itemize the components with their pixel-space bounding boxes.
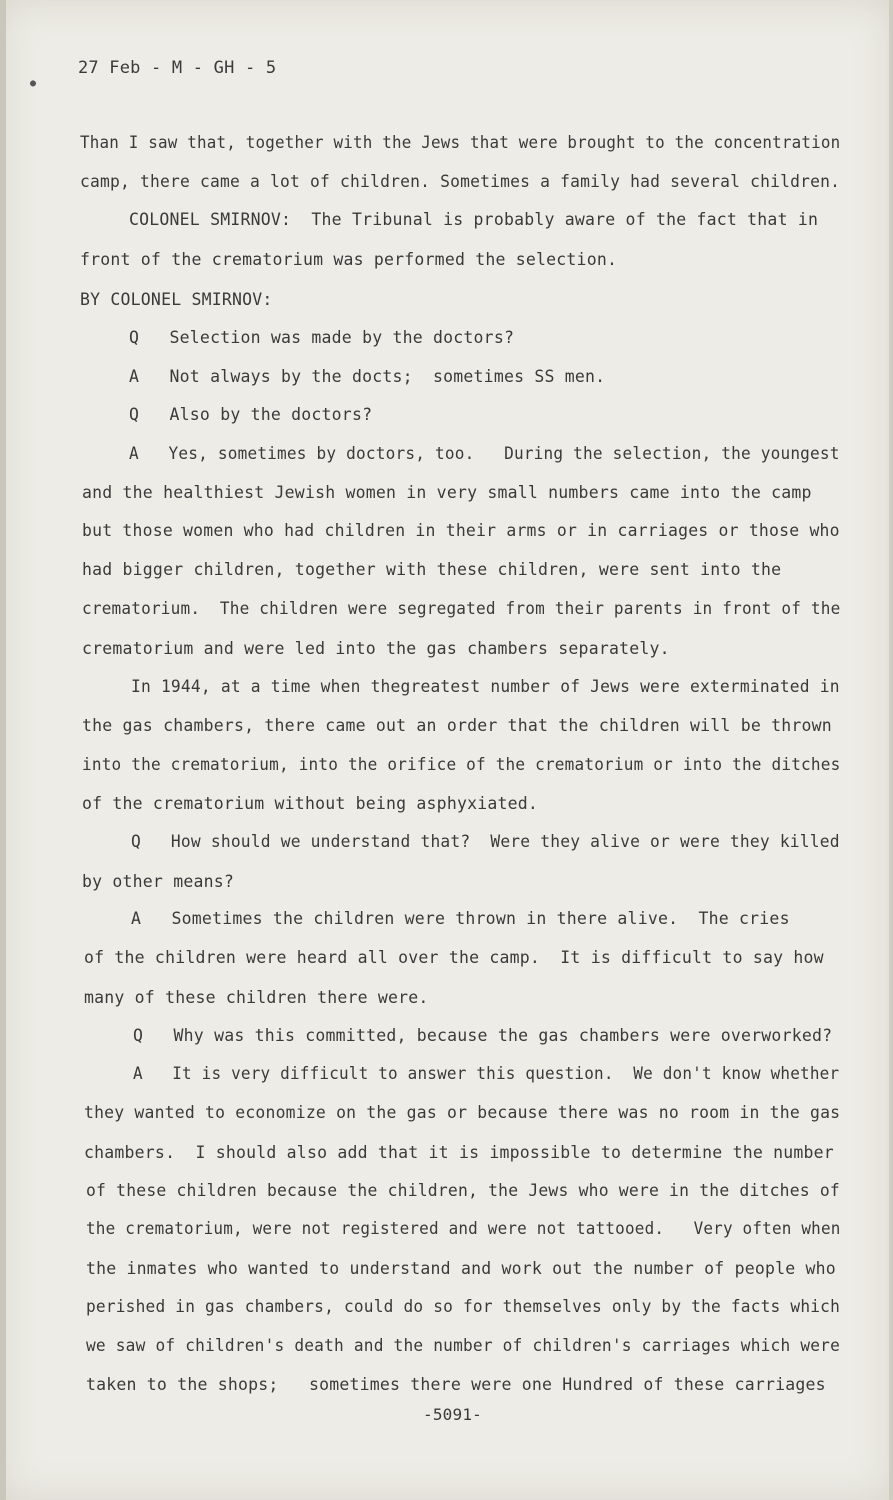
text-line-31: perished in gas chambers, could do so for themselves only by the facts which [86, 1297, 840, 1316]
text-line-8: Q Also by the doctors? [129, 405, 373, 424]
text-line-13: crematorium. The children were segregated from their parents in front of the [82, 599, 841, 618]
text-line-27: chambers. I should also add that it is impossible to determine the number [84, 1143, 834, 1162]
text-line-11: but those women who had children in their arms or in carriages or those who [82, 521, 840, 540]
text-line-19: Q How should we understand that? Were they alive or were they killed [131, 832, 840, 851]
text-line-32: we saw of children's death and the number of children's carriages which were [86, 1336, 840, 1355]
text-line-16: the gas chambers, there came out an order that the children will be thrown [82, 716, 832, 735]
text-line-15: In 1944, at a time when thegreatest number of Jews were exterminated in [131, 677, 840, 696]
text-line-18: of the crematorium without being asphyxiated. [82, 794, 539, 813]
text-line-25: A It is very difficult to answer this question. We don't know whether [133, 1064, 840, 1083]
text-line-1: Than I saw that, together with the Jews that were brought to the concentration [80, 133, 841, 152]
punch-mark: ● [30, 78, 37, 89]
page-right-edge [889, 0, 893, 1500]
text-line-7: A Not always by the docts; sometimes SS men. [129, 367, 606, 386]
text-line-10: and the healthiest Jewish women in very small numbers came into the camp [82, 483, 812, 502]
text-line-26: they wanted to economize on the gas or because there was no room in the gas [84, 1103, 841, 1122]
text-line-17: into the crematorium, into the orifice of the crematorium or into the ditches [82, 755, 841, 774]
text-line-3: COLONEL SMIRNOV: The Tribunal is probably aware of the fact that in [129, 210, 819, 229]
text-line-22: of the children were heard all over the camp. It is difficult to say how [84, 948, 824, 967]
text-line-12: had bigger children, together with these children, were sent into the [82, 560, 782, 579]
page-left-edge [0, 0, 6, 1500]
text-line-2: camp, there came a lot of children. Sometimes a family had several children. [80, 172, 841, 191]
page-number: -5091- [423, 1405, 482, 1424]
text-line-4: front of the crematorium was performed the selection. [80, 250, 618, 269]
text-line-9: A Yes, sometimes by doctors, too. During the selection, the youngest [129, 444, 840, 463]
text-line-20: by other means? [82, 872, 235, 891]
text-line-14: crematorium and were led into the gas chambers separately. [82, 639, 670, 658]
text-line-21: A Sometimes the children were thrown in there alive. The cries [131, 909, 790, 928]
text-line-30: the inmates who wanted to understand and work out the number of people who [86, 1259, 836, 1278]
page-header: 27 Feb - M - GH - 5 [78, 58, 277, 78]
text-line-6: Q Selection was made by the doctors? [129, 328, 515, 347]
text-line-29: the crematorium, were not registered and were not tattooed. Very often when [86, 1219, 841, 1238]
text-line-24: Q Why was this committed, because the gas chambers were overworked? [133, 1026, 833, 1045]
text-line-5: BY COLONEL SMIRNOV: [80, 290, 273, 309]
text-line-33: taken to the shops; sometimes there were one Hundred of these carriages [86, 1375, 826, 1394]
text-line-23: many of these children there were. [84, 988, 429, 1007]
text-line-28: of these children because the children, the Jews who were in the ditches of [86, 1181, 840, 1200]
